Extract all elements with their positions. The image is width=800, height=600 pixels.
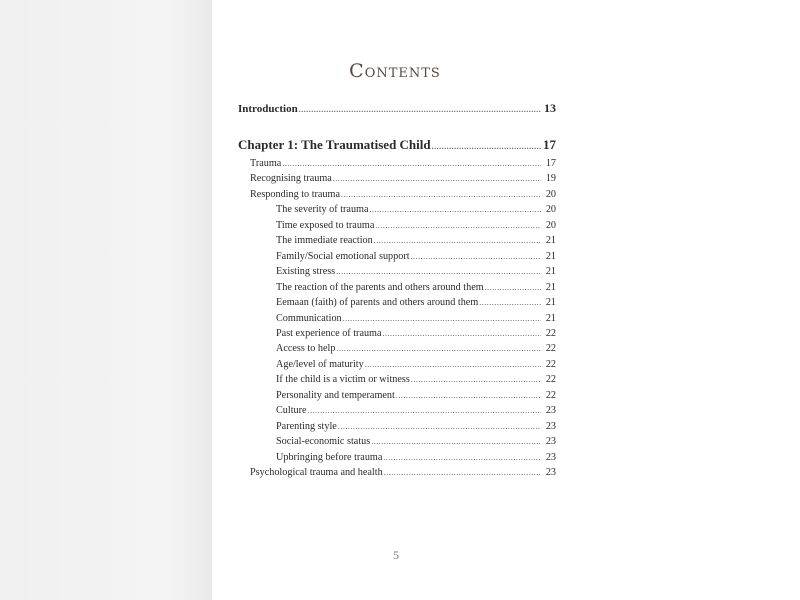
dot-leader xyxy=(341,187,541,202)
dot-leader xyxy=(343,311,541,326)
dot-leader xyxy=(411,249,541,264)
toc-entry-label: Existing stress xyxy=(276,266,336,278)
toc-entry-page: 21 xyxy=(545,266,556,278)
toc-entry-label: Introduction xyxy=(238,103,298,115)
toc-entry-label: Parenting style xyxy=(276,420,337,432)
toc-entry-label: Access to help xyxy=(276,343,336,355)
dot-leader xyxy=(338,419,541,434)
dot-leader xyxy=(375,218,541,233)
toc-entry xyxy=(238,465,556,480)
toc-entry xyxy=(238,171,556,186)
toc-entry-page: 17 xyxy=(545,158,556,169)
toc-entry-page: 22 xyxy=(545,327,556,339)
toc-entry-page: 21 xyxy=(545,250,556,262)
toc-entry xyxy=(238,403,556,418)
dot-leader xyxy=(336,264,541,279)
table-of-contents xyxy=(238,100,556,481)
toc-entry xyxy=(238,280,556,295)
toc-entry-label: Family/Social emotional support xyxy=(276,250,410,262)
toc-entry-page: 22 xyxy=(545,343,556,355)
dot-leader xyxy=(384,465,541,480)
dot-leader xyxy=(308,403,541,418)
toc-entry xyxy=(238,187,556,202)
dot-leader xyxy=(336,341,541,356)
dot-leader xyxy=(371,434,541,449)
toc-entry xyxy=(238,388,556,403)
toc-entry-label: The severity of trauma xyxy=(276,204,369,216)
toc-entry xyxy=(238,202,556,217)
toc-entry-page: 19 xyxy=(545,173,556,185)
toc-entry-page: 23 xyxy=(545,405,556,417)
toc-entry-page: 21 xyxy=(545,281,556,293)
dot-leader xyxy=(365,357,541,372)
toc-entry-label: Personality and temperament xyxy=(276,389,395,401)
dot-leader xyxy=(485,280,541,295)
toc-entry-page: 21 xyxy=(545,235,556,247)
toc-entry-label: Social-economic status xyxy=(276,436,371,448)
toc-entry-label: Upbringing before trauma xyxy=(276,451,383,463)
toc-entry-label: Chapter 1: The Traumatised Child xyxy=(238,137,431,152)
toc-entry-label: Time exposed to trauma xyxy=(276,219,375,231)
toc-entry xyxy=(238,295,556,310)
toc-entry-page: 20 xyxy=(545,188,556,200)
toc-entry xyxy=(238,341,556,356)
toc-entry xyxy=(238,450,556,465)
dot-leader xyxy=(411,372,541,387)
toc-entry-label: The reaction of the parents and others around them xyxy=(276,281,484,293)
dot-leader xyxy=(383,450,541,465)
toc-entry xyxy=(238,264,556,279)
toc-entry-page: 23 xyxy=(545,420,556,432)
toc-entry xyxy=(238,419,556,434)
toc-entry xyxy=(238,156,556,171)
toc-entry-page: 17 xyxy=(543,137,556,152)
toc-entry xyxy=(238,357,556,372)
toc-entry xyxy=(238,311,556,326)
toc-entry-label: The immediate reaction xyxy=(276,235,373,247)
dot-leader xyxy=(374,233,541,248)
toc-entry-label: Past experience of trauma xyxy=(276,327,382,339)
toc-entry-introduction xyxy=(238,100,556,118)
dot-leader xyxy=(370,202,542,217)
toc-entry-page: 20 xyxy=(545,204,556,216)
toc-entry xyxy=(238,326,556,341)
toc-entry-label: Recognising trauma xyxy=(250,173,332,185)
toc-entry-page: 23 xyxy=(545,467,556,479)
toc-entry xyxy=(238,233,556,248)
toc-entry-label: Age/level of maturity xyxy=(276,358,364,370)
dot-leader xyxy=(333,171,541,186)
toc-entry-label: Culture xyxy=(276,405,307,417)
toc-entry-label: If the child is a victim or witness xyxy=(276,374,410,386)
page-number: 5 xyxy=(393,548,399,562)
toc-entry-label: Eemaan (faith) of parents and others around them xyxy=(276,297,479,309)
toc-entry-page: 22 xyxy=(545,374,556,386)
toc-entry xyxy=(238,372,556,387)
toc-entry-page: 20 xyxy=(545,219,556,231)
toc-entry-label: Responding to trauma xyxy=(250,188,340,200)
dot-leader xyxy=(282,156,541,171)
toc-entry-page: 22 xyxy=(545,389,556,401)
dot-leader xyxy=(299,102,541,118)
dot-leader xyxy=(479,295,541,310)
toc-entry-label: Psychological trauma and health xyxy=(250,467,383,479)
contents-heading: Contents xyxy=(349,60,441,82)
toc-entry-label: Communication xyxy=(276,312,342,324)
dot-leader xyxy=(383,326,541,341)
toc-entry-page: 13 xyxy=(544,101,556,115)
toc-entry-label: Trauma xyxy=(250,158,282,169)
toc-entry-page: 23 xyxy=(545,451,556,463)
toc-entry-chapter-1 xyxy=(238,136,556,156)
toc-entry-page: 23 xyxy=(545,436,556,448)
dot-leader xyxy=(432,138,541,156)
page-margin-edge xyxy=(0,0,212,600)
toc-entry xyxy=(238,434,556,449)
toc-entry xyxy=(238,249,556,264)
toc-entry-page: 21 xyxy=(545,312,556,324)
toc-entry-page: 21 xyxy=(545,297,556,309)
toc-entry xyxy=(238,218,556,233)
toc-entry-page: 22 xyxy=(545,358,556,370)
dot-leader xyxy=(396,388,541,403)
